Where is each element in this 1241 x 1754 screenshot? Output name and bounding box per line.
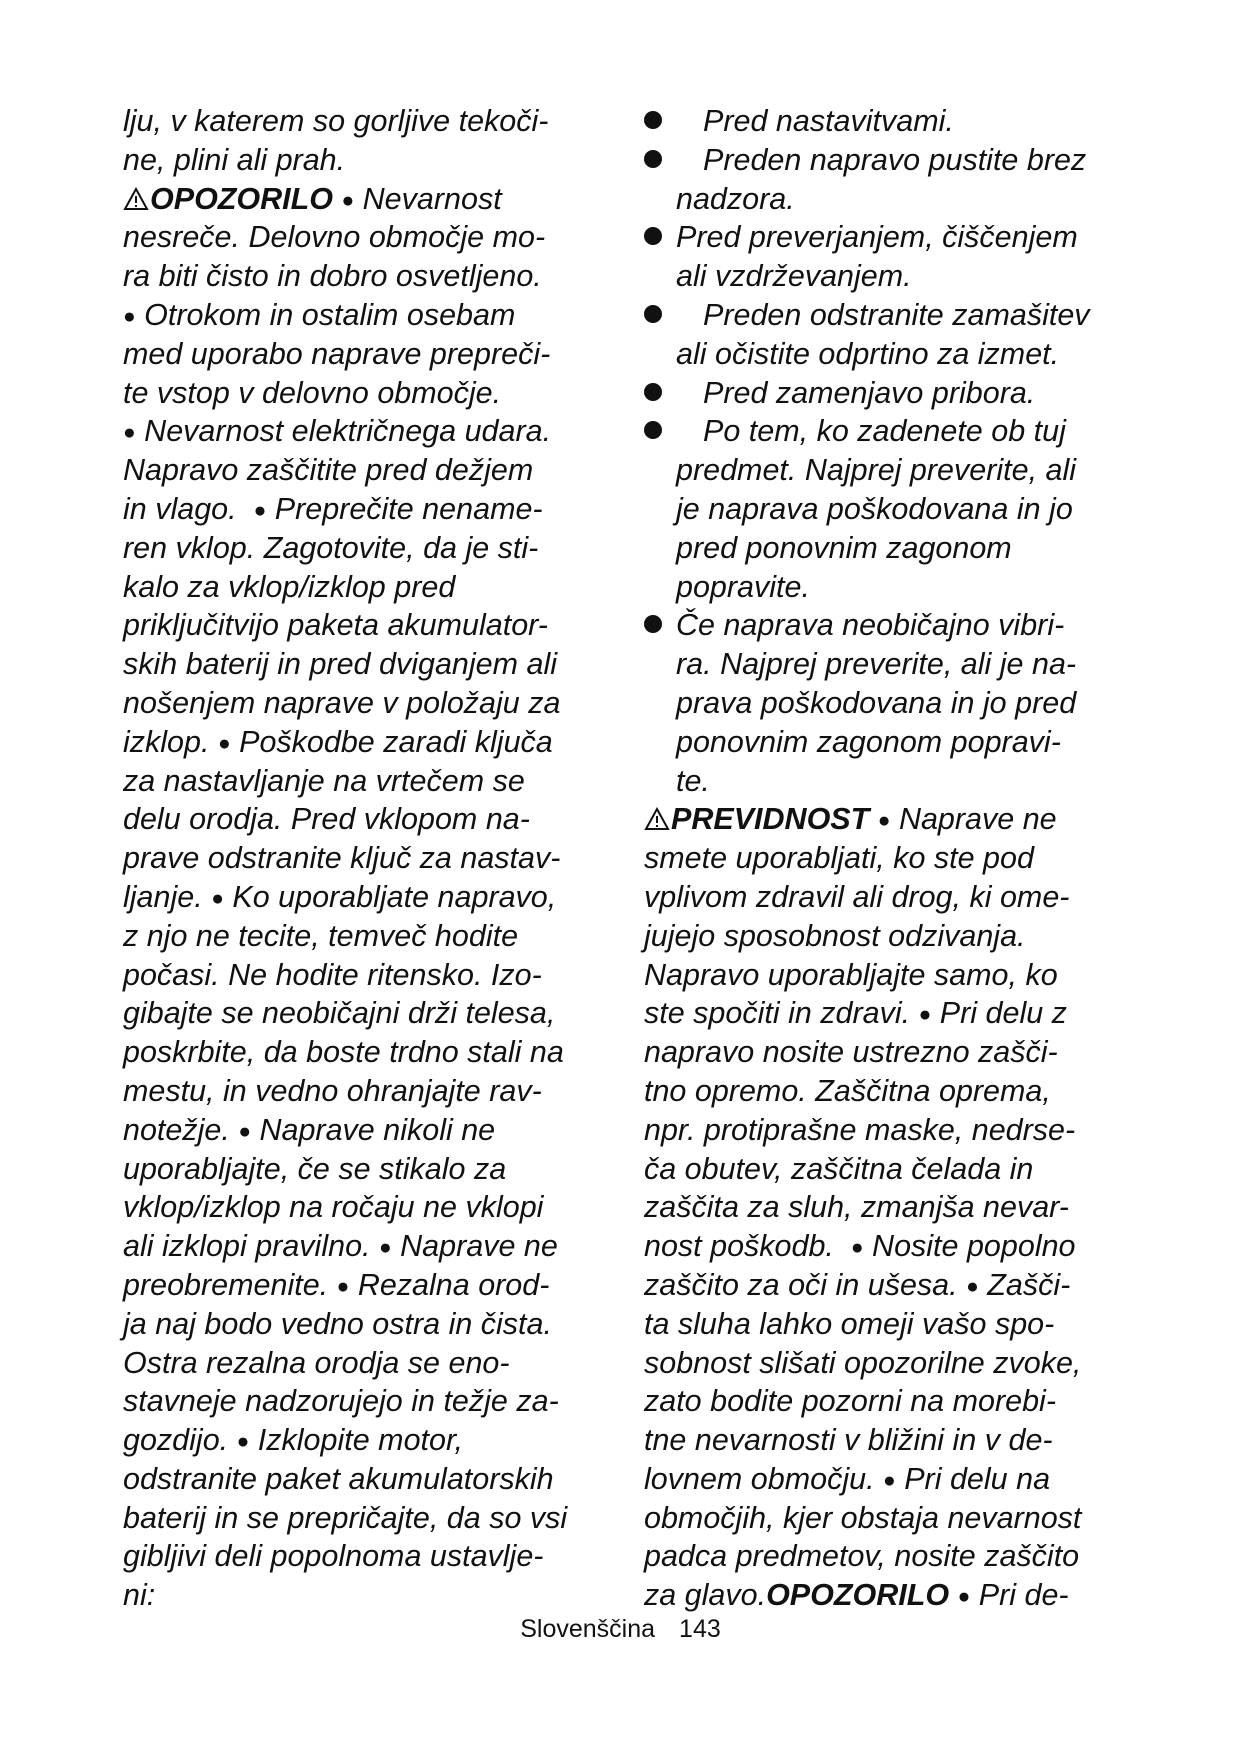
text-line: PREVIDNOST ● Naprave ne [644, 800, 1144, 839]
text-line: notežje. ● Naprave nikoli ne [123, 1112, 496, 1147]
text-line: izklop. ● Poškodbe zaradi ključa [123, 724, 553, 759]
text-line: počasi. Ne hodite ritensko. Izo- [123, 957, 542, 992]
text-line: ste spočiti in zdravi. ● Pri delu z [644, 996, 1067, 1031]
text-line: vplivom zdravil ali drog, ki ome- [644, 879, 1070, 914]
text-line: odstranite paket akumulatorskih [123, 1461, 554, 1496]
bullet-item-continued: ali očistite odprtino za izmet. [676, 336, 1060, 371]
text-line: ● Otrokom in ostalim osebam [123, 297, 516, 332]
bullet-icon [644, 421, 662, 439]
text-line: ren vklop. Zagotovite, da je sti- [123, 530, 539, 565]
bullet-item-continued: ponovnim zagonom popravi- [676, 724, 1061, 759]
text-line: nesreče. Delovno območje mo- [123, 220, 546, 255]
bullet-item: Pred preverjanjem, čiščenjem [644, 218, 1144, 257]
text-line: Ostra rezalna orodja se eno- [123, 1345, 510, 1380]
text-line: ni: [123, 1578, 156, 1613]
text-line: gozdijo. ● Izklopite motor, [123, 1423, 463, 1458]
text-line: te vstop v delovno območje. [123, 375, 502, 410]
text-line: gibajte se neobičajni drži telesa, [123, 996, 556, 1031]
text-line: priključitvijo paketa akumulator- [123, 608, 548, 643]
text-line: tno opremo. Zaščitna oprema, [644, 1073, 1051, 1108]
bullet-item-continued: ra. Najprej preverite, ali je na- [676, 647, 1077, 682]
bullet-item: Po tem, ko zadenete ob tuj [644, 412, 1144, 451]
footer-language: Slovenščina [520, 1615, 656, 1643]
bullet-item-continued: pred ponovnim zagonom [676, 530, 1012, 565]
text-line: ali izklopi pravilno. ● Naprave ne [123, 1229, 558, 1264]
text-line: poskrbite, da boste trdno stali na [123, 1035, 564, 1070]
bullet-item: Preden odstranite zamašitev [644, 296, 1144, 335]
text-line: stavneje nadzorujejo in težje za- [123, 1384, 559, 1419]
warning-triangle-icon [644, 807, 670, 831]
text-line: območjih, kjer obstaja nevarnost [644, 1500, 1082, 1535]
text-line: Napravo uporabljajte samo, ko [644, 957, 1058, 992]
bullet-icon [644, 227, 662, 245]
right-text-column [644, 102, 1144, 1615]
text-line: nost poškodb. ● Nosite popolno [644, 1229, 1076, 1264]
bullet-item: Pred zamenjavo pribora. [644, 374, 1144, 413]
text-line: smete uporabljati, ko ste pod [644, 841, 1034, 876]
text-line: za glavo.OPOZORILO ● Pri de- [644, 1578, 1069, 1613]
text-line: zaščita za sluh, zmanjša nevar- [644, 1190, 1069, 1225]
text-line: preobremenite. ● Rezalna orod- [123, 1267, 550, 1302]
text-line: npr. protiprašne maske, nedrse- [644, 1112, 1076, 1147]
text-line: padca predmetov, nosite zaščito [644, 1539, 1080, 1574]
text-line: ljanje. ● Ko uporabljate napravo, [123, 879, 557, 914]
warning-label: OPOZORILO [150, 181, 333, 216]
left-text-column [123, 102, 613, 1615]
text-line: jujejo sposobnost odzivanja. [644, 918, 1026, 953]
bullet-icon [644, 615, 662, 633]
warning-triangle-icon [123, 187, 149, 211]
text-line: zaščito za oči in ušesa. ● Zašči- [644, 1267, 1071, 1302]
bullet-item-continued: popravite. [676, 569, 810, 604]
text-line: ča obutev, zaščitna čelada in [644, 1151, 1034, 1186]
bullet-item-continued: prava poškodovana in jo pred [676, 685, 1077, 720]
text-line: OPOZORILO ● Nevarnost [123, 180, 613, 219]
text-line: vklop/izklop na ročaju ne vklopi [123, 1190, 544, 1225]
text-line: prave odstranite ključ za nastav- [123, 841, 561, 876]
warning-label: OPOZORILO [766, 1578, 950, 1613]
bullet-item: Pred nastavitvami. [644, 102, 1144, 141]
text-line: sobnost slišati opozorilne zvoke, [644, 1345, 1082, 1380]
bullet-item-continued: predmet. Najprej preverite, ali [676, 453, 1077, 488]
bullet-item-continued: ali vzdrževanjem. [676, 259, 912, 294]
page-footer [0, 1615, 1241, 1644]
caution-label: PREVIDNOST [671, 802, 870, 837]
bullet-item-continued: te. [676, 763, 710, 798]
bullet-item-continued: je naprava poškodovana in jo [676, 491, 1073, 526]
bullet-icon [644, 150, 662, 168]
text-line: nošenjem naprave v položaju za [123, 685, 561, 720]
bullet-icon [644, 383, 662, 401]
text-line: tne nevarnosti v bližini in v de- [644, 1423, 1053, 1458]
text-line: delu orodja. Pred vklopom na- [123, 802, 530, 837]
text-line: in vlago. ● Preprečite nename- [123, 491, 543, 526]
text-line: mestu, in vedno ohranjajte rav- [123, 1073, 542, 1108]
text-line: gibljivi deli popolnoma ustavlje- [123, 1539, 544, 1574]
text-line: ne, plini ali prah. [123, 142, 346, 177]
bullet-item-continued: nadzora. [676, 181, 795, 216]
bullet-item: Preden napravo pustite brez [644, 141, 1144, 180]
text-line: uporabljajte, če se stikalo za [123, 1151, 507, 1186]
bullet-item: Če naprava neobičajno vibri- [644, 606, 1144, 645]
bullet-icon [644, 111, 662, 129]
page-number: 143 [679, 1615, 721, 1643]
text-line: lju, v katerem so gorljive tekoči- [123, 104, 549, 138]
bullet-icon [644, 305, 662, 323]
text-line: skih baterij in pred dviganjem ali [123, 647, 557, 682]
text-line: ● Nevarnost električnega udara. [123, 414, 552, 449]
text-line: Napravo zaščitite pred dežjem [123, 453, 534, 488]
text-line: zato bodite pozorni na morebi- [644, 1384, 1056, 1419]
text-line: med uporabo naprave prepreči- [123, 336, 551, 371]
text-line: ta sluha lahko omeji vašo spo- [644, 1306, 1055, 1341]
text-line: kalo za vklop/izklop pred [123, 569, 456, 604]
text-line: z njo ne tecite, temveč hodite [123, 918, 519, 953]
text-line: ja naj bodo vedno ostra in čista. [123, 1306, 552, 1341]
text-line: napravo nosite ustrezno zašči- [644, 1035, 1058, 1070]
text-line: baterij in se prepričajte, da so vsi [123, 1500, 568, 1535]
text-line: ra biti čisto in dobro osvetljeno. [123, 259, 542, 294]
text-line: lovnem območju. ● Pri delu na [644, 1461, 1051, 1496]
text-line: za nastavljanje na vrtečem se [123, 763, 525, 798]
